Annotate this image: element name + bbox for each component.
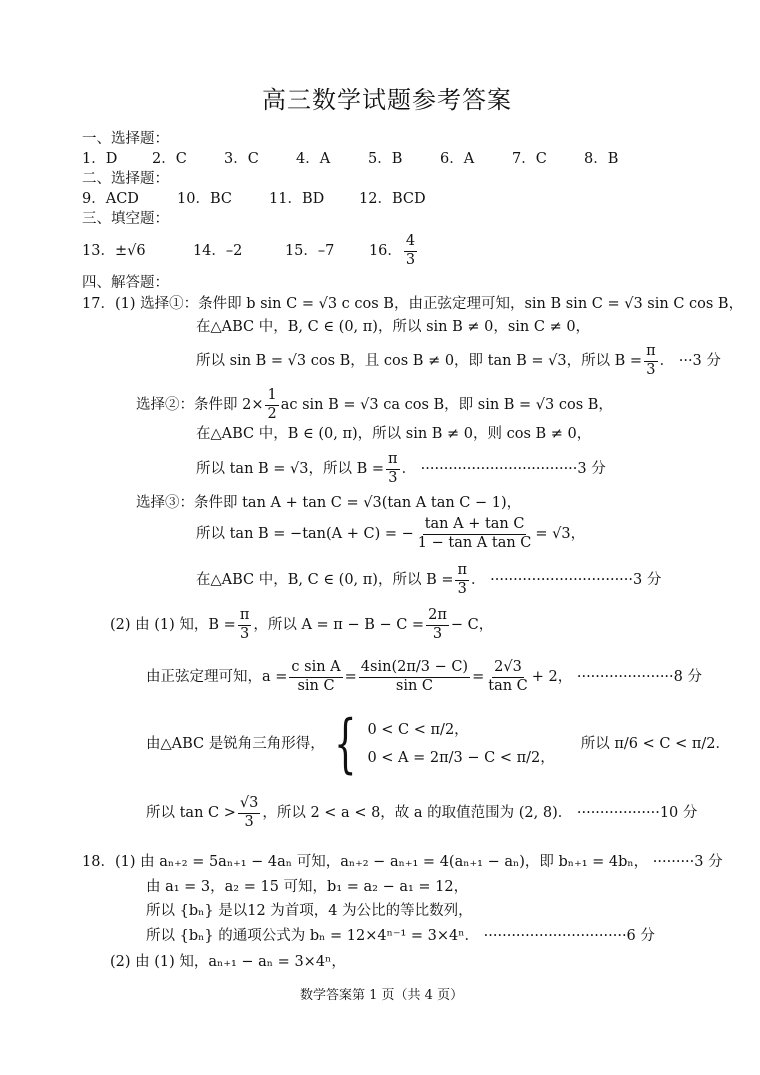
section-heading-solve: 四、解答题： — [82, 275, 169, 291]
q17-line: 在△ABC 中，B, C ∈ (0, π)，所以 sin B ≠ 0，sin C ≠ 0， — [196, 319, 591, 335]
q17-line: 所以 tan B = −tan(A + C) = − $\frac{\text{tan A + tan C}}{\text{1 − tan A tan C}}$ = √3， — [196, 516, 586, 551]
answer-item: 11．BD — [269, 191, 325, 207]
fill-answers — [82, 234, 419, 269]
q17-line: 由正弦定理可知，a = $\frac{\text{c sin A}}{\text{sin C}}$ = $\frac{4\sin(2\pi/3 - C)}{\text{sin C}}$ = $\frac{2√3}{\text{tan C}}$ + 2， ·····················8 分 — [146, 659, 702, 694]
answer-item: 16． — [368, 243, 402, 260]
fraction: $\frac{2√3}{\text{tan C}}$ — [488, 659, 528, 694]
page-title: 高三数学试题参考答案 — [262, 86, 512, 114]
fraction: $\frac{\pi}{3}$ — [646, 343, 656, 378]
answer-item: 1．D — [82, 151, 118, 167]
q18-line: 所以 {bₙ} 是以12 为首项，4 为公比的等比数列， — [146, 903, 473, 919]
answer-item: 7．C — [512, 151, 547, 167]
section-heading-choice: 一、选择题： — [82, 131, 169, 147]
fraction: $\frac{1}{2}$ — [267, 387, 277, 422]
q17-line: 在△ABC 中，B, C ∈ (0, π)，所以 B = $\frac{\pi}{3}$ ． ·······························3 分 — [196, 562, 662, 597]
q17-line: 由△ABC 是锐角三角形得， { 0 < C < π/2， 0 < A = 2π/3 − C < π/2， 所以 π/6 < C < π/2． — [146, 707, 730, 781]
answer-item: 14．–2 — [192, 243, 243, 260]
q18-line: 所以 {bₙ} 的通项公式为 bₙ = 12×4ⁿ⁻¹ = 3×4ⁿ． ·······························6 分 — [146, 928, 655, 944]
q17-line: 选择③：条件即 tan A + tan C = √3(tan A tan C − 1)， — [136, 495, 522, 511]
fraction: $\frac{\text{c sin A}}{\text{sin C}}$ — [291, 659, 341, 694]
fraction: $\frac{\text{tan A + tan C}}{\text{1 − tan A tan C}}$ — [417, 516, 532, 551]
answer-item: 15．–7 — [284, 243, 335, 260]
fraction: $\frac{4\sin(2\pi/3 - C)}{\text{sin C}}$ — [360, 659, 469, 694]
answer-item: 12．BCD — [359, 191, 426, 207]
section-heading-multi: 二、选择题： — [82, 171, 169, 187]
q18-line: 由 a₁ = 3，a₂ = 15 可知，b₁ = a₂ − a₁ = 12， — [146, 879, 469, 895]
fraction: $\frac{\pi}{3}$ — [388, 451, 398, 486]
q17-line: 所以 tan B = √3，所以 B = $\frac{\pi}{3}$ ． ··································3 分 — [196, 451, 606, 486]
answer-item: 13． — [82, 243, 115, 260]
answer-item: 6．A — [440, 151, 475, 167]
q17-line: 选择②：条件即 2× $\frac{1}{2}$ ac sin B = √3 ca cos B，即 sin B = √3 cos B， — [136, 387, 613, 422]
answer-item: 5．B — [368, 151, 403, 167]
choice-answers — [82, 152, 634, 167]
answer-item: 9．ACD — [82, 191, 139, 207]
q17-line: 在△ABC 中，B ∈ (0, π)，所以 sin B ≠ 0，则 cos B ≠ 0， — [196, 426, 592, 442]
fraction: $\frac{\pi}{3}$ — [457, 562, 468, 597]
q17-line: 17．(1) 选择①：条件即 b sin C = √3 c cos B，由正弦定理可知，sin B sin C = √3 sin C cos B， — [82, 296, 744, 312]
page-footer: 数学答案第 1 页（共 4 页） — [300, 988, 464, 1003]
answer-item: 10．BC — [177, 191, 232, 207]
fraction: $\frac{\pi}{3}$ — [239, 607, 250, 642]
section-heading-fill: 三、填空题： — [82, 211, 169, 227]
answer-item: 2．C — [152, 151, 187, 167]
answer-item: 4．A — [296, 151, 331, 167]
q17-line: (2) 由 (1) 知，B = $\frac{\pi}{3}$ ，所以 A = π − B − C = $\frac{2\pi}{3}$ − C， — [110, 607, 494, 642]
q18-line: 18．(1) 由 aₙ₊₂ = 5aₙ₊₁ − 4aₙ 可知，aₙ₊₂ − aₙ₊₁ = 4(aₙ₊₁ − aₙ)，即 bₙ₊₁ = 4bₙ， ·········3 分 — [82, 854, 723, 870]
answer-item: 3．C — [224, 151, 259, 167]
answer-item: ±√6 — [114, 243, 146, 260]
inequality-system: { 0 < C < π/2， 0 < A = 2π/3 − C < π/2， — [333, 707, 555, 781]
fraction: $\frac{4}{3}$ — [405, 233, 416, 268]
answer-item: 8．B — [584, 151, 619, 167]
q17-line: 所以 sin B = √3 cos B，且 cos B ≠ 0，即 tan B = √3，所以 B = $\frac{\pi}{3}$ ． ···3 分 — [196, 343, 721, 378]
fraction: $\frac{√3}{3}$ — [239, 795, 259, 830]
multi-answers — [82, 192, 439, 207]
q18-line: (2) 由 (1) 知，aₙ₊₁ − aₙ = 3×4ⁿ， — [110, 954, 346, 970]
q17-line: 所以 tan C > $\frac{√3}{3}$ ，所以 2 < a < 8，故 a 的取值范围为 (2, 8)． ··················10 分 — [146, 795, 698, 830]
fraction: $\frac{2\pi}{3}$ — [428, 607, 447, 642]
